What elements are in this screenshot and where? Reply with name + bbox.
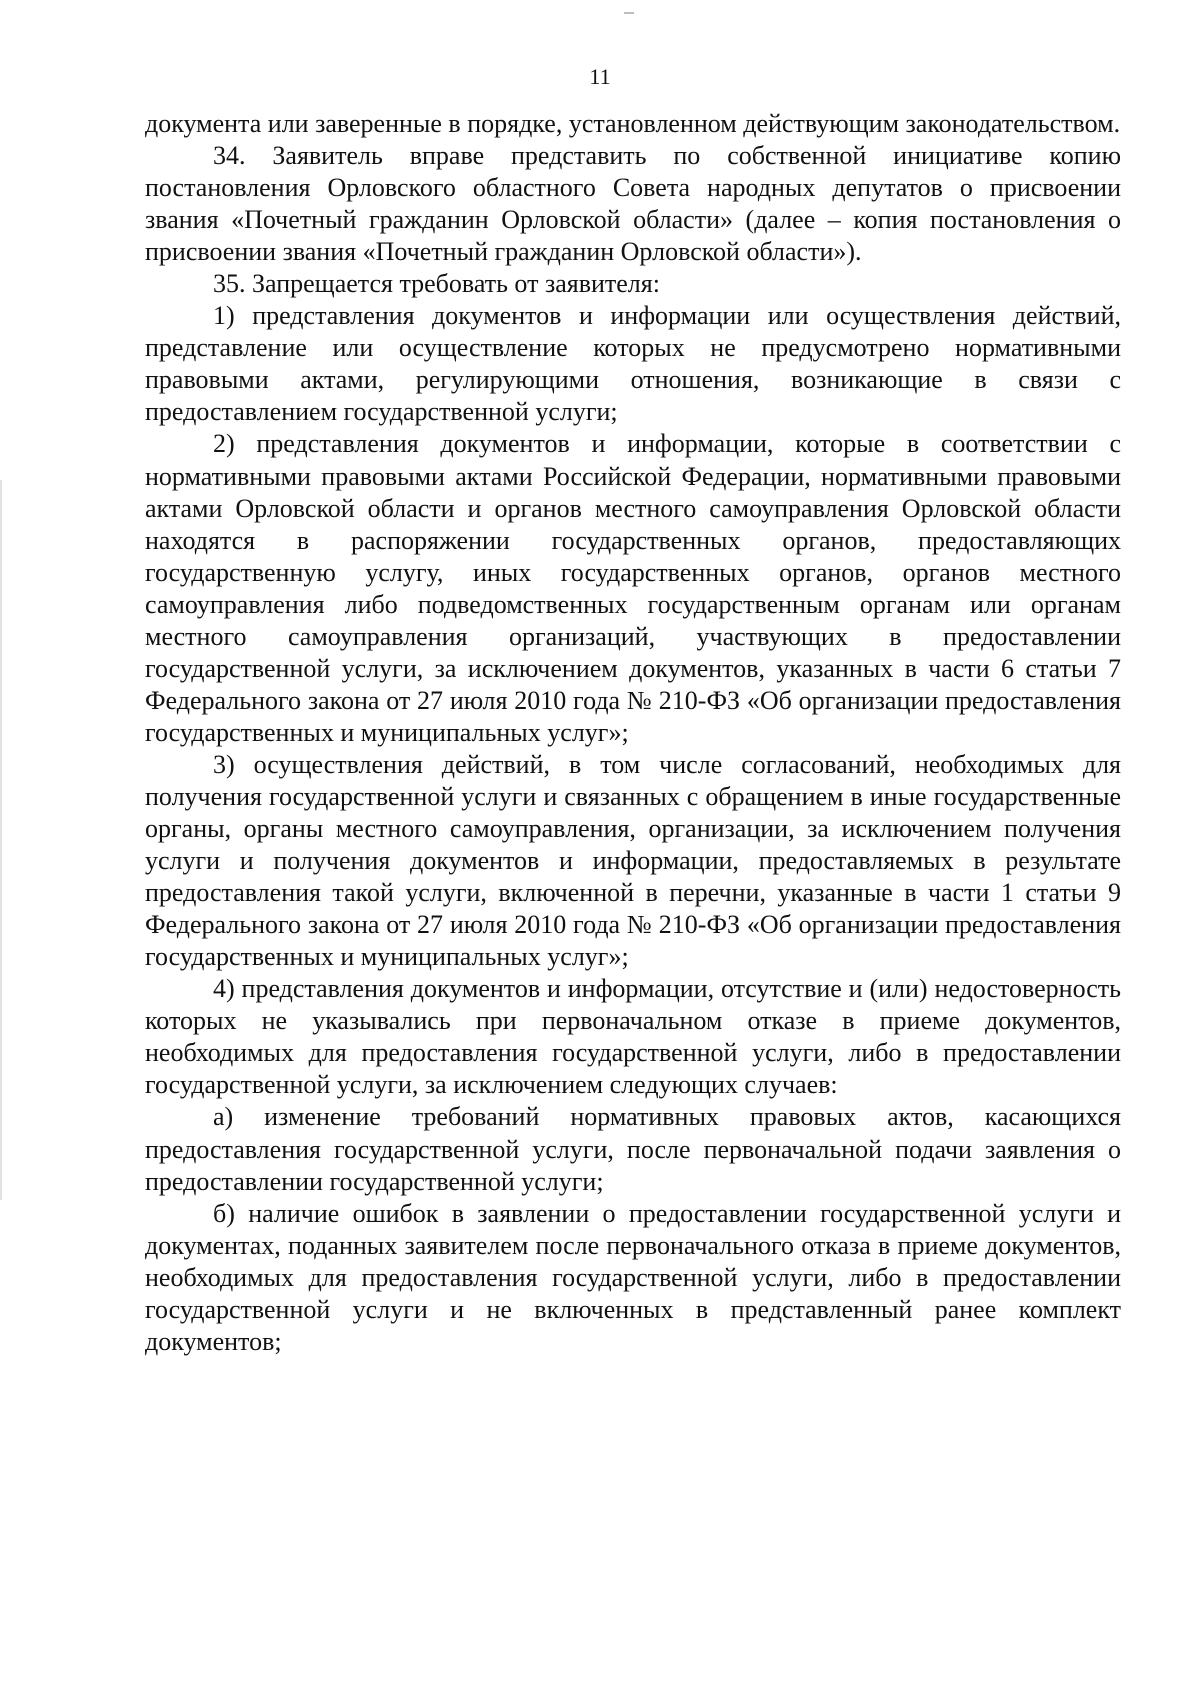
paragraph: а) изменение требований нормативных правовых актов, касающихся предоставления государственной услуги, после первоначальной подачи заявления о предоставлении государственной услуги; — [145, 1102, 1121, 1196]
scan-artifact — [0, 480, 2, 1200]
paragraph: 34. Заявитель вправе представить по собственной инициативе копию постановления Орловского областного Совета народных депутатов о присвоении звания «Почетный гражданин Орловской области» (далее – копия постановления о присвоении звания «Почетный гражданин Орловской области»). — [145, 141, 1121, 267]
paragraph: б) наличие ошибок в заявлении о предоставлении государственной услуги и документах, поданных заявителем после первоначального отказа в приеме документов, необходимых для предоставления государственной услуги, либо в предоставлении государственной услуги и не включенных в представленный ранее комплект документов; — [145, 1198, 1121, 1356]
paragraph: 4) представления документов и информации, отсутствие и (или) недостоверность которых не указывались при первоначальном отказе в приеме документов, необходимых для предоставления государственной услуги, либо в предоставлении государственной услуги, за исключением следующих случаев: — [145, 974, 1121, 1100]
paragraph: документа или заверенные в порядке, установленном действующим законодательством. — [145, 109, 1121, 138]
page-number: 11 — [589, 64, 611, 89]
paragraph: 3) осуществления действий, в том числе согласований, необходимых для получения государственной услуги и связанных с обращением в иные государственные органы, органы местного самоуправления, организации, за исключением получения услуги и получения документов и информации, предоставляемых в результате предоставления такой услуги, включенной в перечни, указанные в части 1 статьи 9 Федерального закона от 27 июля 2010 года № 210-ФЗ «Об организации предоставления государственных и муниципальных услуг»; — [145, 749, 1121, 972]
paragraph: 35. Запрещается требовать от заявителя: — [213, 269, 660, 299]
paragraph: 1) представления документов и информации или осуществления действий, представление или осуществление которых не предусмотрено нормативными правовыми актами, регулирующими отношения, возникающие в связи с предоставлением государственной услуги; — [145, 301, 1121, 427]
paragraph: 2) представления документов и информации, которые в соответствии с нормативными правовыми актами Российской Федерации, нормативными правовыми актами Орловской области и органов местного самоуправления Орловской области находятся в распоряжении государственных органов, предоставляющих государственную услугу, иных государственных органов, органов местного самоуправления либо подведомственных государственным органам или органам местного самоуправления организаций, участвующих в предоставлении государственной услуги, за исключением документов, указанных в части 6 статьи 7 Федерального закона от 27 июля 2010 года № 210-ФЗ «Об организации предоставления государственных и муниципальных услуг»; — [145, 429, 1121, 747]
document-body — [145, 108, 1121, 1358]
scan-artifact — [624, 12, 634, 14]
